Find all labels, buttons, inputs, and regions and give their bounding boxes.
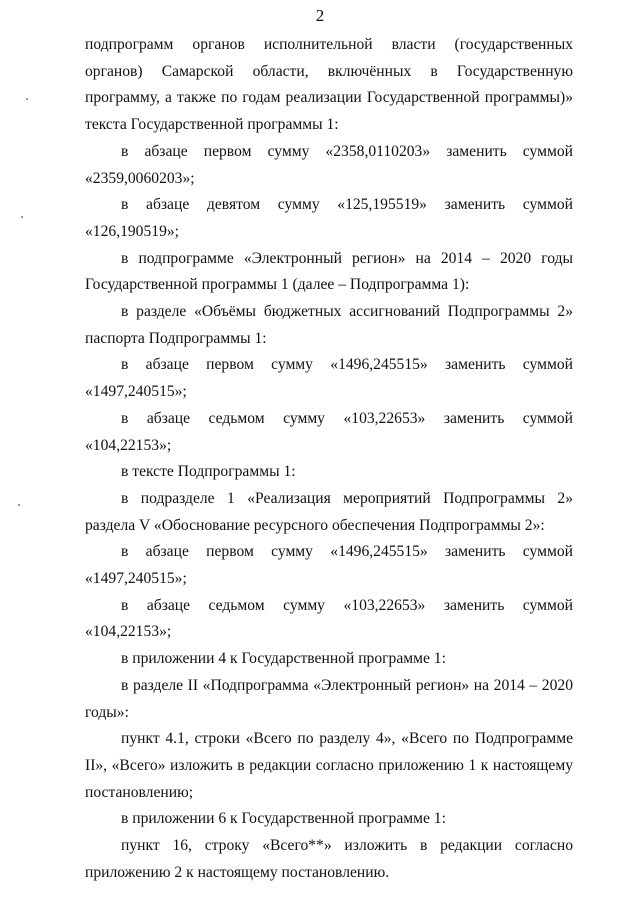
paragraph: в абзаце седьмом сумму «103,22653» заменить суммой «104,22153»; [85, 596, 573, 641]
paragraph: пункт 4.1, строки «Всего по разделу 4», «Всего по Подпрограмме II», «Всего» изложить в редакции согласно приложению 1 к настоящему постановлению; [85, 730, 573, 801]
paragraph: в разделе II «Подпрограмма «Электронный регион» на 2014 – 2020 годы»: [85, 676, 573, 721]
paragraph: в абзаце первом сумму «1496,245515» заменить суммой «1497,240515»; [85, 356, 573, 401]
scan-speck [21, 216, 23, 218]
paragraph: в подразделе 1 «Реализация мероприятий Подпрограммы 2» раздела V «Обоснование ресурсного обеспечения Подпрограммы 2»: [85, 489, 573, 534]
paragraph: в приложении 6 к Государственной программе 1: [121, 810, 446, 828]
paragraph: в разделе «Объёмы бюджетных ассигнований Подпрограммы 2» паспорта Подпрограммы 1: [85, 303, 573, 347]
scan-speck [18, 504, 20, 506]
paragraph: в приложении 4 к Государственной программе 1: [121, 650, 446, 668]
paragraph: в тексте Подпрограммы 1: [121, 463, 296, 481]
paragraph: подпрограмм органов исполнительной власти (государственных органов) Самарской области, включённых в Государственную программу, а также по годам реализации Государственной программы)» текста Государственной программы 1: [85, 36, 573, 134]
document-body [85, 32, 573, 887]
paragraph: в абзаце девятом сумму «125,195519» заменить суммой «126,190519»; [85, 196, 573, 240]
paragraph: в абзаце первом сумму «1496,245515» заменить суммой «1497,240515»; [85, 543, 573, 588]
page-number: 2 [315, 6, 325, 25]
paragraph: в подпрограмме «Электронный регион» на 2014 – 2020 годы Государственной программы 1 (далее – Подпрограмма 1): [85, 249, 573, 294]
paragraph: в абзаце первом сумму «2358,0110203» заменить суммой «2359,0060203»; [85, 142, 573, 187]
paragraph: пункт 16, строку «Всего**» изложить в редакции согласно приложению 2 к настоящему постановлению. [85, 837, 573, 881]
paragraph: в абзаце седьмом сумму «103,22653» заменить суммой «104,22153»; [85, 409, 573, 454]
scan-speck [26, 98, 28, 100]
